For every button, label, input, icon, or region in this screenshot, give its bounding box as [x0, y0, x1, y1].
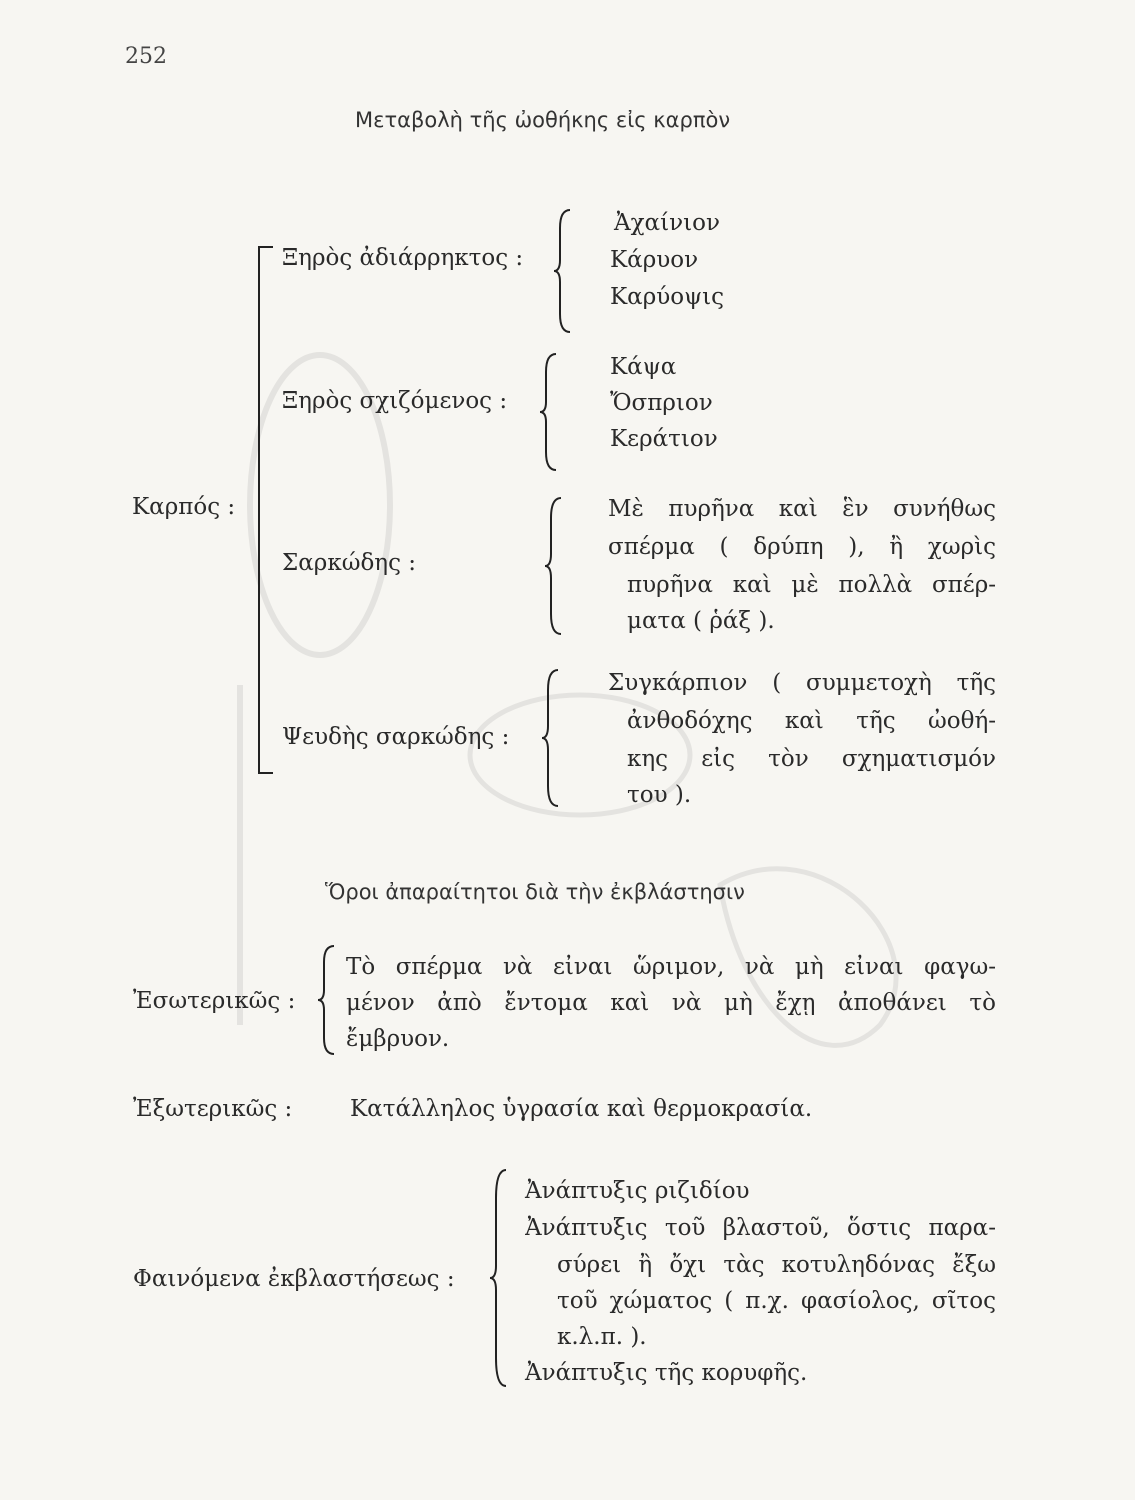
dry-indehiscent-bracket	[554, 208, 574, 334]
false-fleshy-line-2: ἀνθοδόχης καὶ τῆς ὠοθή-	[627, 708, 996, 734]
false-fleshy-label: Ψευδὴς σαρκώδης :	[282, 724, 510, 750]
false-fleshy-line-4: του ).	[627, 782, 692, 808]
fruit-main-bracket	[255, 245, 275, 775]
fleshy-line-4: ματα ( ῥάξ ).	[627, 608, 775, 634]
section-heading-fruit: Μεταβολὴ τῆς ὠοθήκης εἰς καρπὸν	[355, 108, 731, 132]
germination-phenomena-label: Φαινόμενα ἐκβλαστήσεως :	[133, 1266, 455, 1292]
internal-conditions-bracket	[318, 944, 338, 1056]
dry-dehiscent-item-1: Κάψα	[610, 354, 677, 380]
dry-dehiscent-item-3: Κεράτιον	[610, 426, 718, 452]
phenomena-line-5: κ.λ.π. ).	[557, 1324, 647, 1350]
section-heading-germination: Ὅροι ἀπαραίτητοι διὰ τὴν ἐκβλάστησιν	[325, 880, 745, 904]
external-conditions-label: Ἐξωτερικῶς :	[133, 1096, 293, 1122]
external-conditions-text: Κατάλληλος ὑγρασία καὶ θερμοκρασία.	[350, 1096, 813, 1122]
fleshy-line-2: σπέρμα ( δρύπη ), ἢ χωρὶς	[608, 534, 996, 560]
dry-indehiscent-item-1: Ἀχαίνιον	[614, 210, 720, 236]
internal-conditions-line-3: ἔμβρυον.	[346, 1026, 450, 1052]
internal-conditions-line-2: μένον ἀπὸ ἔντομα καὶ νὰ μὴ ἔχῃ ἀποθάνει τὸ	[346, 990, 996, 1016]
false-fleshy-line-1: Συγκάρπιον ( συμμετοχὴ τῆς	[608, 670, 996, 696]
dry-indehiscent-item-2: Κάρυον	[610, 247, 699, 273]
phenomena-line-1: Ἀνάπτυξις ριζιδίου	[525, 1178, 750, 1204]
false-fleshy-line-3: κης εἰς τὸν σχηματισμόν	[627, 746, 996, 772]
dry-dehiscent-bracket	[540, 352, 560, 472]
phenomena-line-3: σύρει ἢ ὄχι τὰς κοτυληδόνας ἔξω	[557, 1252, 996, 1278]
dry-dehiscent-label: Ξηρὸς σχιζόμενος :	[282, 388, 508, 414]
phenomena-line-4: τοῦ χώματος ( π.χ. φασίολος, σῖτος	[557, 1288, 996, 1314]
dry-dehiscent-item-2: Ὄσπριον	[610, 390, 713, 416]
phenomena-line-6: Ἀνάπτυξις τῆς κορυφῆς.	[525, 1360, 808, 1386]
fleshy-label: Σαρκώδης :	[282, 550, 417, 576]
internal-conditions-line-1: Τὸ σπέρμα νὰ εἶναι ὥριμον, νὰ μὴ εἶναι φαγω-	[346, 954, 996, 980]
phenomena-line-2: Ἀνάπτυξις τοῦ βλαστοῦ, ὅστις παρα-	[525, 1215, 996, 1241]
dry-indehiscent-label: Ξηρὸς ἀδιάρρηκτος :	[282, 245, 524, 271]
fleshy-bracket	[545, 496, 565, 636]
false-fleshy-bracket	[542, 668, 562, 808]
dry-indehiscent-item-3: Καρύοψις	[610, 284, 725, 310]
germination-phenomena-bracket	[490, 1168, 510, 1388]
page-number: 252	[125, 44, 167, 69]
fleshy-line-1: Μὲ πυρῆνα καὶ ἓν συνήθως	[608, 496, 996, 522]
fleshy-line-3: πυρῆνα καὶ μὲ πολλὰ σπέρ-	[627, 572, 996, 598]
internal-conditions-label: Ἐσωτερικῶς :	[133, 988, 296, 1014]
fruit-label: Καρπός :	[132, 494, 236, 520]
